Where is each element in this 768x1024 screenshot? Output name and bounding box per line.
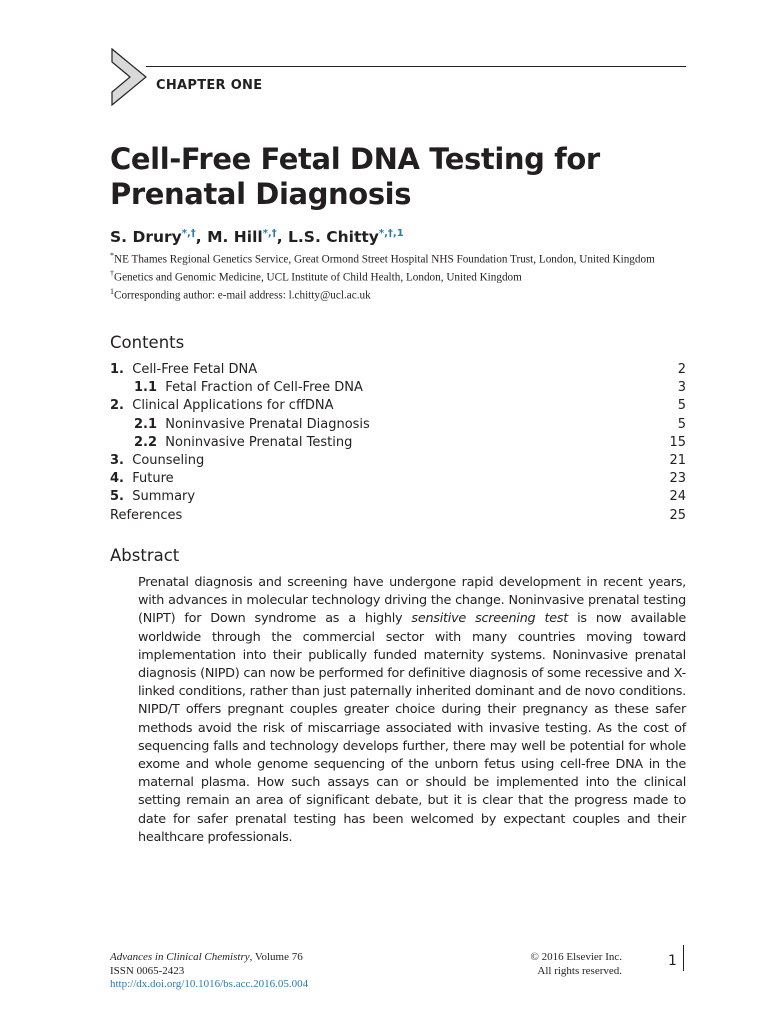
toc-entry-number: 2.1 bbox=[134, 416, 158, 432]
journal-name: Advances in Clinical Chemistry bbox=[110, 951, 250, 963]
page-number: 1 bbox=[668, 953, 677, 969]
toc-entry-label: References bbox=[110, 507, 183, 523]
toc-entry-page: 25 bbox=[669, 507, 686, 523]
toc-entry[interactable] bbox=[110, 488, 686, 506]
toc-entry-label: Counseling bbox=[132, 452, 205, 468]
affiliations bbox=[110, 249, 686, 304]
copyright: © 2016 Elsevier Inc. bbox=[530, 951, 622, 963]
toc-entry-number: 4. bbox=[110, 471, 124, 487]
toc-entry[interactable] bbox=[110, 470, 686, 488]
toc-entry-label: Cell-Free Fetal DNA bbox=[132, 362, 258, 377]
rights: All rights reserved. bbox=[537, 964, 622, 977]
toc-entry-page: 2 bbox=[677, 362, 686, 377]
chevron-right-icon bbox=[110, 48, 150, 106]
toc-entry-label: Future bbox=[132, 471, 174, 487]
footer-copyright bbox=[500, 951, 622, 978]
journal-volume: , Volume 76 bbox=[249, 951, 303, 963]
footer-citation bbox=[110, 951, 308, 992]
chapter-band bbox=[110, 48, 686, 106]
chapter-rule bbox=[146, 66, 686, 67]
abstract-text bbox=[138, 574, 686, 847]
toc-entry[interactable] bbox=[110, 397, 686, 415]
affiliation bbox=[110, 249, 686, 267]
toc-entry-number: 2. bbox=[110, 398, 124, 414]
toc-entry-number: 5. bbox=[110, 489, 124, 505]
toc-entry-number: 3. bbox=[110, 452, 124, 468]
chapter-title bbox=[110, 142, 690, 212]
author-name: M. Hill bbox=[207, 228, 263, 247]
abstract-heading: Abstract bbox=[110, 546, 180, 565]
toc-entry-page: 3 bbox=[677, 380, 686, 396]
chapter-label: CHAPTER ONE bbox=[156, 78, 263, 93]
toc-entry-label: Noninvasive Prenatal Diagnosis bbox=[165, 416, 370, 432]
toc-entry-page: 5 bbox=[677, 398, 686, 414]
affiliation bbox=[110, 267, 686, 285]
toc-entry-label: Fetal Fraction of Cell-Free DNA bbox=[165, 380, 363, 396]
title-line-1: Cell-Free Fetal DNA Testing for bbox=[110, 142, 600, 176]
toc-entry[interactable] bbox=[110, 379, 686, 397]
author-separator: , bbox=[276, 228, 289, 247]
contents-heading: Contents bbox=[110, 333, 185, 352]
toc-entry-page: 21 bbox=[669, 452, 686, 468]
toc-entry-number: 2.2 bbox=[134, 434, 158, 450]
page-number-rule bbox=[683, 945, 684, 971]
affiliation-text: Genetics and Genomic Medicine, UCL Institute of Child Health, London, United Kingdom bbox=[114, 271, 522, 284]
affiliation-mark: * bbox=[110, 251, 114, 260]
toc-entry-label: Summary bbox=[132, 489, 196, 505]
author-name: L.S. Chitty bbox=[288, 228, 379, 247]
toc-entry[interactable] bbox=[110, 452, 686, 470]
author-name: S. Drury bbox=[110, 228, 182, 247]
abstract-part: is now available worldwide through the commercial sector with many countries moving toward implementation into their publically funded maternity systems. Noninvasive prenatal diagnosis (NIPD) can now be performed for definitive diagnosis of some recessive and X-linked conditions, rather than just paternally inherited dominant and de novo conditions. NIPD/T offers pregnant couples greater choice during their pregnancy as these safer methods avoid the risk of miscarriage associated with invasive testing. As the cost of sequencing falls and technology develops further, there may well be potential for whole exome and whole genome sequencing of the unborn fetus using cell-free DNA in the maternal plasma. How such assays can or should be implemented into the clinical setting remain an area of significant debate, but it is clear that the progress made to date for safer prenatal testing has been welcomed by expectant couples and their healthcare professionals. bbox=[138, 611, 687, 845]
toc-entry-page: 15 bbox=[669, 434, 686, 450]
author-list bbox=[110, 228, 404, 246]
affiliation-text: Corresponding author: e-mail address: l.chitty@ucl.ac.uk bbox=[114, 290, 371, 303]
toc-entry[interactable] bbox=[110, 507, 686, 525]
abstract-italic: sensitive screening test bbox=[411, 611, 569, 627]
affiliation-mark: † bbox=[110, 269, 114, 279]
issn: ISSN 0065-2423 bbox=[110, 964, 185, 977]
toc-entry[interactable] bbox=[110, 361, 686, 379]
author-separator: , bbox=[195, 228, 208, 247]
author-marks: *,†,1 bbox=[378, 228, 404, 239]
affiliation bbox=[110, 285, 686, 303]
toc-entry[interactable] bbox=[110, 434, 686, 452]
toc-entry-page: 5 bbox=[677, 416, 686, 432]
toc-entry-number: 1. bbox=[110, 362, 124, 377]
affiliation-mark: 1 bbox=[110, 287, 114, 297]
toc-entry-number: 1.1 bbox=[134, 380, 158, 396]
affiliation-text: NE Thames Regional Genetics Service, Great Ormond Street Hospital NHS Foundation Trust, London, United Kingdom bbox=[114, 253, 655, 266]
author-marks: *,† bbox=[181, 228, 196, 239]
title-line-2: Prenatal Diagnosis bbox=[110, 177, 412, 211]
author-marks: *,† bbox=[262, 228, 277, 239]
abstract-part: Prenatal diagnosis and screening have undergone rapid development in recent years, with advances in molecular technology driving the change. Noninvasive prenatal testing (NIPT) for Down syndrome as a highly bbox=[138, 575, 686, 627]
toc-entry[interactable] bbox=[110, 416, 686, 434]
toc-entry-label: Noninvasive Prenatal Testing bbox=[165, 434, 353, 450]
doi-link[interactable]: http://dx.doi.org/10.1016/bs.acc.2016.05.004 bbox=[110, 978, 309, 990]
toc-entry-page: 24 bbox=[669, 489, 686, 505]
table-of-contents bbox=[110, 361, 686, 525]
toc-entry-label: Clinical Applications for cffDNA bbox=[132, 398, 334, 414]
toc-entry-page: 23 bbox=[669, 471, 686, 487]
